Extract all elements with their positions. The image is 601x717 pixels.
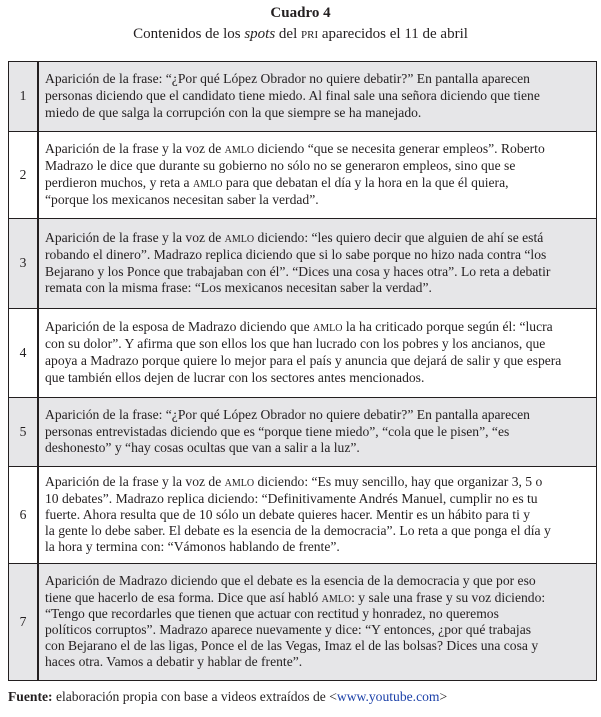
table-row (9, 219, 597, 309)
subtitle-text: aparecidos el 11 de abril (318, 26, 468, 42)
description-line: Aparición de la frase y la voz de amlo diciendo: “les quiero decir que alguien de ahí se está (45, 229, 544, 245)
description-line: la hora y termina con: “Vámonos hablando de frente”. (45, 539, 340, 555)
description-line: haces otra. Vamos a debatir y hablar de frente”. (45, 654, 303, 670)
description-line: que también ellos dejen de lucrar con los sectores antes mencionados. (45, 369, 425, 385)
subtitle-text: del (275, 26, 301, 42)
description-line: miedo de que salga la corrupción con la que siempre se ha manejado. (45, 104, 422, 120)
table-row (9, 309, 597, 398)
table-row (9, 467, 597, 564)
description-line: tiene que hacerlo de esa forma. Dice que así habló amlo: y sale una frase y su voz diciendo: (45, 589, 546, 605)
table-row (9, 62, 597, 132)
spots-table (8, 61, 597, 681)
row-number: 1 (9, 62, 39, 132)
acronym-amlo: amlo (224, 141, 255, 157)
description-line: personas diciendo que el candidato tiene miedo. Al final sale una señora diciendo que tiene (45, 88, 540, 104)
row-description (38, 398, 597, 467)
description-line: perdieron muchos, y reta a amlo para que debatan el día y la hora en la que él quiera, (45, 175, 509, 190)
row-number: 2 (9, 132, 39, 219)
row-description (38, 62, 597, 132)
table-row (9, 398, 597, 467)
source-bracket: > (439, 689, 448, 704)
description-line: Aparición de la frase y la voz de amlo diciendo “que se necesita generar empleos”. Roberto (45, 141, 545, 157)
row-description (38, 309, 597, 398)
row-number: 4 (9, 309, 39, 398)
subtitle-italic: spots (244, 26, 276, 42)
acronym-amlo: amlo (321, 589, 352, 605)
description-line: con Bejarano el de las ligas, Ponce el de las Vegas, Imaz el de las bolsas? Dices una cosa y (45, 638, 539, 654)
description-line: políticos corruptos”. Madrazo aparece nuevamente y dice: “Y entonces, ¿por qué trabajas (45, 622, 532, 637)
description-line: Aparición de Madrazo diciendo que el debate es la esencia de la democracia y que por eso (45, 573, 536, 589)
acronym-amlo: amlo (224, 474, 255, 490)
subtitle-text: Contenidos de los (133, 26, 245, 42)
description-line: con su dolor”. Y afirma que son ellos los que han lucrado con los pobres y los ancianos, que (45, 336, 546, 352)
source-link[interactable]: www.youtube.com (336, 689, 440, 704)
row-description (38, 467, 597, 564)
description-line: personas entrevistadas diciendo que es “porque tiene miedo”, “cola que le pisen”, “es (45, 423, 510, 439)
row-number: 5 (9, 398, 39, 467)
row-description (38, 132, 597, 219)
subtitle-party: pri (301, 26, 319, 42)
description-line: Aparición de la frase: “¿Por qué López Obrador no quiere debatir?” En pantalla aparecen (45, 406, 530, 422)
table-title: Cuadro 4 (270, 5, 331, 21)
table-row (9, 132, 597, 219)
row-number: 7 (9, 564, 39, 681)
description-line: fuerte. Ahora resulta que de 10 sólo un debate quieres hacer. Mentir es un hábito para ti y (45, 506, 531, 522)
description-line: 10 debates”. Madrazo replica diciendo: “Definitivamente Andrés Manuel, cumplir no es tu (45, 490, 538, 506)
source-bracket: < (329, 689, 337, 704)
description-line: apoya a Madrazo porque quiere lo mejor para el país y anuncia que dejará de salir y que espera (45, 353, 562, 368)
row-description (38, 564, 597, 681)
description-line: “Tengo que recordarles que tienen que actuar con rectitud y honradez, no queremos (45, 605, 499, 621)
acronym-amlo: amlo (224, 229, 255, 245)
source-label: Fuente: (8, 689, 53, 704)
description-line: “porque los mexicanos necesitan saber la verdad”. (45, 191, 319, 207)
acronym-amlo: amlo (192, 175, 223, 190)
description-line: Aparición de la esposa de Madrazo diciendo que amlo la ha criticado porque según él: “lucra (45, 319, 553, 335)
source-note (8, 689, 447, 705)
row-description (38, 219, 597, 309)
description-line: Madrazo le dice que durante su gobierno no sólo no se generaron empleos, sino que se (45, 158, 516, 174)
description-line: la gente lo debe saber. El debate es la esencia de la democracia”. Lo reta a que ponga el día y (45, 523, 551, 539)
description-line: robando el dinero”. Madrazo replica diciendo que si lo sabe porque no hizo nada contra “los (45, 246, 547, 262)
source-text: elaboración propia con base a videos extraídos de (52, 689, 330, 704)
description-line: Aparición de la frase y la voz de amlo diciendo: “Es muy sencillo, hay que organizar 3, 5 o (45, 474, 543, 490)
description-line: deshonesto” y “hay cosas ocultas que van a salir a la luz”. (45, 440, 360, 456)
table-row (9, 564, 597, 681)
description-line: Bejarano y los Ponce que trabajaban con él”. “Dices una cosa y haces otra”. Lo reta a debatir (45, 263, 551, 279)
row-number: 6 (9, 467, 39, 564)
description-line: remata con la misma frase: “Los mexicanos necesitan saber la verdad”. (45, 280, 432, 296)
row-number: 3 (9, 219, 39, 309)
table-subtitle (0, 26, 601, 43)
acronym-amlo: amlo (313, 319, 343, 335)
description-line: Aparición de la frase: “¿Por qué López Obrador no quiere debatir?” En pantalla aparecen (45, 71, 530, 87)
